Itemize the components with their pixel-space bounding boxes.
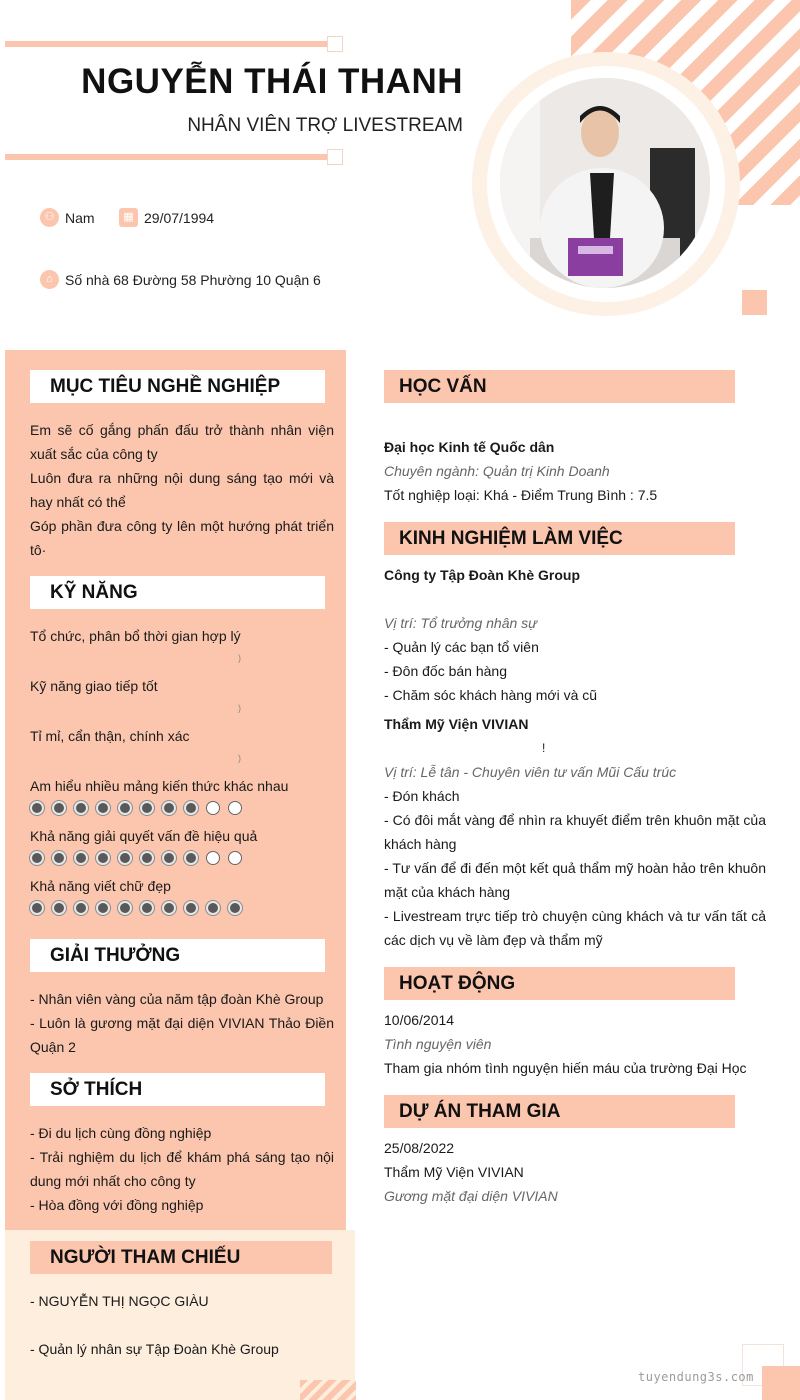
job-duty: - Đôn đốc bán hàng [384,663,507,679]
skills-heading: KỸ NĂNG [30,576,325,609]
rating-dot-filled [118,801,132,815]
job-duty: - Quản lý các bạn tổ viên [384,639,539,655]
address-info [40,270,321,289]
candidate-name: NGUYỄN THÁI THANH [81,62,463,101]
rating-dot-filled [52,901,66,915]
rating-dot-filled [96,901,110,915]
rating-dot-filled [96,801,110,815]
rating-dot-filled [140,851,154,865]
education-major: Chuyên ngành: Quản trị Kinh Doanh [384,463,610,479]
skill-rating [30,851,250,865]
home-icon: ⌂ [40,270,59,289]
award-line: - Luôn là gương mặt đại diện VIVIAN Thảo Điền Quận 2 [30,1015,334,1055]
rating-dot-filled [96,851,110,865]
job-mark: ! [542,741,546,755]
objective-line: Luôn đưa ra những nội dung sáng tạo mới và hay nhất có thể [30,470,334,510]
footer-square [762,1366,800,1400]
rating-dot-filled [30,901,44,915]
job-duty: - Có đôi mắt vàng để nhìn ra khuyết điểm trên khuôn mặt của khách hàng [384,812,766,852]
header-line-bottom [5,154,330,160]
job-role: Vị trí: Lễ tân - Chuyên viên tư vấn Mũi Cấu trúc [384,764,677,780]
decorative-square [742,290,767,315]
rating-dot-filled [162,851,176,865]
birthday-value: 29/07/1994 [144,209,215,226]
awards-heading: GIẢI THƯỞNG [30,939,325,972]
skill-name: Khả năng viết chữ đẹp [30,878,171,894]
skill-name: Kỹ năng giao tiếp tốt [30,678,158,694]
activities-heading: HOẠT ĐỘNG [384,967,735,1000]
activity-date: 10/06/2014 [384,1012,455,1028]
job-duty: - Tư vấn để đi đến một kết quả thẩm mỹ hoàn hảo trên khuôn mặt của khách hàng [384,860,766,900]
rating-dot-filled [140,801,154,815]
activity-desc: Tham gia nhóm tình nguyện hiến máu của trường Đại Học [384,1060,747,1076]
address-value: Số nhà 68 Đường 58 Phường 10 Quận 6 [65,271,321,288]
rating-dot-filled [184,901,198,915]
rating-dot-filled [30,801,44,815]
gender-icon: ⚇ [40,208,59,227]
header-line-top-end [327,36,343,52]
rating-dot-filled [162,801,176,815]
experience-heading: KINH NGHIỆM LÀM VIỆC [384,522,735,555]
reference-line: - NGUYỄN THỊ NGỌC GIÀU [30,1293,209,1309]
rating-dot-empty [228,801,242,815]
rating-dot-filled [118,901,132,915]
objective-heading: MỤC TIÊU NGHỀ NGHIỆP [30,370,325,403]
rating-dot-empty [228,851,242,865]
rating-dot-filled [30,851,44,865]
rating-dot-filled [52,851,66,865]
award-line: - Nhân viên vàng của năm tập đoàn Khè Group [30,991,324,1007]
gender-info [40,208,95,227]
objective-line: Em sẽ cố gắng phấn đấu trở thành nhân viện xuất sắc của công ty [30,422,334,462]
education-heading: HỌC VẤN [384,370,735,403]
gender-value: Nam [65,209,95,226]
rating-dot-filled [74,851,88,865]
hobbies-heading: SỞ THÍCH [30,1073,325,1106]
skill-mark: ) [238,753,241,763]
job-duty: - Livestream trực tiếp trò chuyện cùng khách và tư vấn tất cả các dịch vụ về làm đẹp và thẩm mỹ [384,908,766,948]
objective-line: Góp phần đưa công ty lên một hướng phát triển tô· [30,518,334,558]
activity-role: Tình nguyện viên [384,1036,492,1052]
rating-dot-filled [52,801,66,815]
rating-dot-filled [74,901,88,915]
rating-dot-empty [206,851,220,865]
education-school: Đại học Kinh tế Quốc dân [384,439,555,455]
skill-name: Am hiểu nhiều mảng kiến thức khác nhau [30,778,289,794]
profile-photo [500,78,710,288]
decorative-stripes-small [300,1380,356,1400]
skill-rating [30,901,250,915]
skill-mark: ) [238,653,241,663]
watermark: tuyendung3s.com [638,1370,754,1384]
projects-heading: DỰ ÁN THAM GIA [384,1095,735,1128]
job-duty: - Đón khách [384,788,460,804]
job-position: NHÂN VIÊN TRỢ LIVESTREAM [187,115,463,136]
birthday-info [119,208,214,227]
rating-dot-filled [162,901,176,915]
rating-dot-empty [206,801,220,815]
skill-name: Khả năng giải quyết vấn đề hiệu quả [30,828,258,844]
job-duty: - Chăm sóc khách hàng mới và cũ [384,687,598,703]
references-heading: NGƯỜI THAM CHIẾU [30,1241,332,1274]
rating-dot-filled [228,901,242,915]
header-line-top [5,41,330,47]
rating-dot-filled [74,801,88,815]
job-company: Công ty Tập Đoàn Khè Group [384,567,580,583]
hobby-line: - Trải nghiệm du lịch để khám phá sáng tạo nội dung mới nhất cho công ty [30,1149,334,1189]
skill-rating [30,801,250,815]
project-role: Gương mặt đại diện VIVIAN [384,1188,558,1204]
project-org: Thẩm Mỹ Viện VIVIAN [384,1164,524,1180]
skill-mark: ) [238,703,241,713]
job-company: Thẩm Mỹ Viện VIVIAN [384,716,529,732]
skill-name: Tỉ mỉ, cẩn thận, chính xác [30,728,190,744]
header-line-bottom-end [327,149,343,165]
education-result: Tốt nghiệp loại: Khá - Điểm Trung Bình : 7.5 [384,487,658,503]
hobby-line: - Hòa đồng với đồng nghiệp [30,1197,204,1213]
rating-dot-filled [118,851,132,865]
rating-dot-filled [184,801,198,815]
rating-dot-filled [184,851,198,865]
calendar-icon: ▦ [119,208,138,227]
project-date: 25/08/2022 [384,1140,455,1156]
rating-dot-filled [140,901,154,915]
skill-name: Tổ chức, phân bổ thời gian hợp lý [30,628,241,644]
reference-line: - Quản lý nhân sự Tập Đoàn Khè Group [30,1341,279,1357]
hobby-line: - Đi du lịch cùng đồng nghiệp [30,1125,212,1141]
rating-dot-filled [206,901,220,915]
job-role: Vị trí: Tổ trưởng nhân sự [384,615,538,631]
